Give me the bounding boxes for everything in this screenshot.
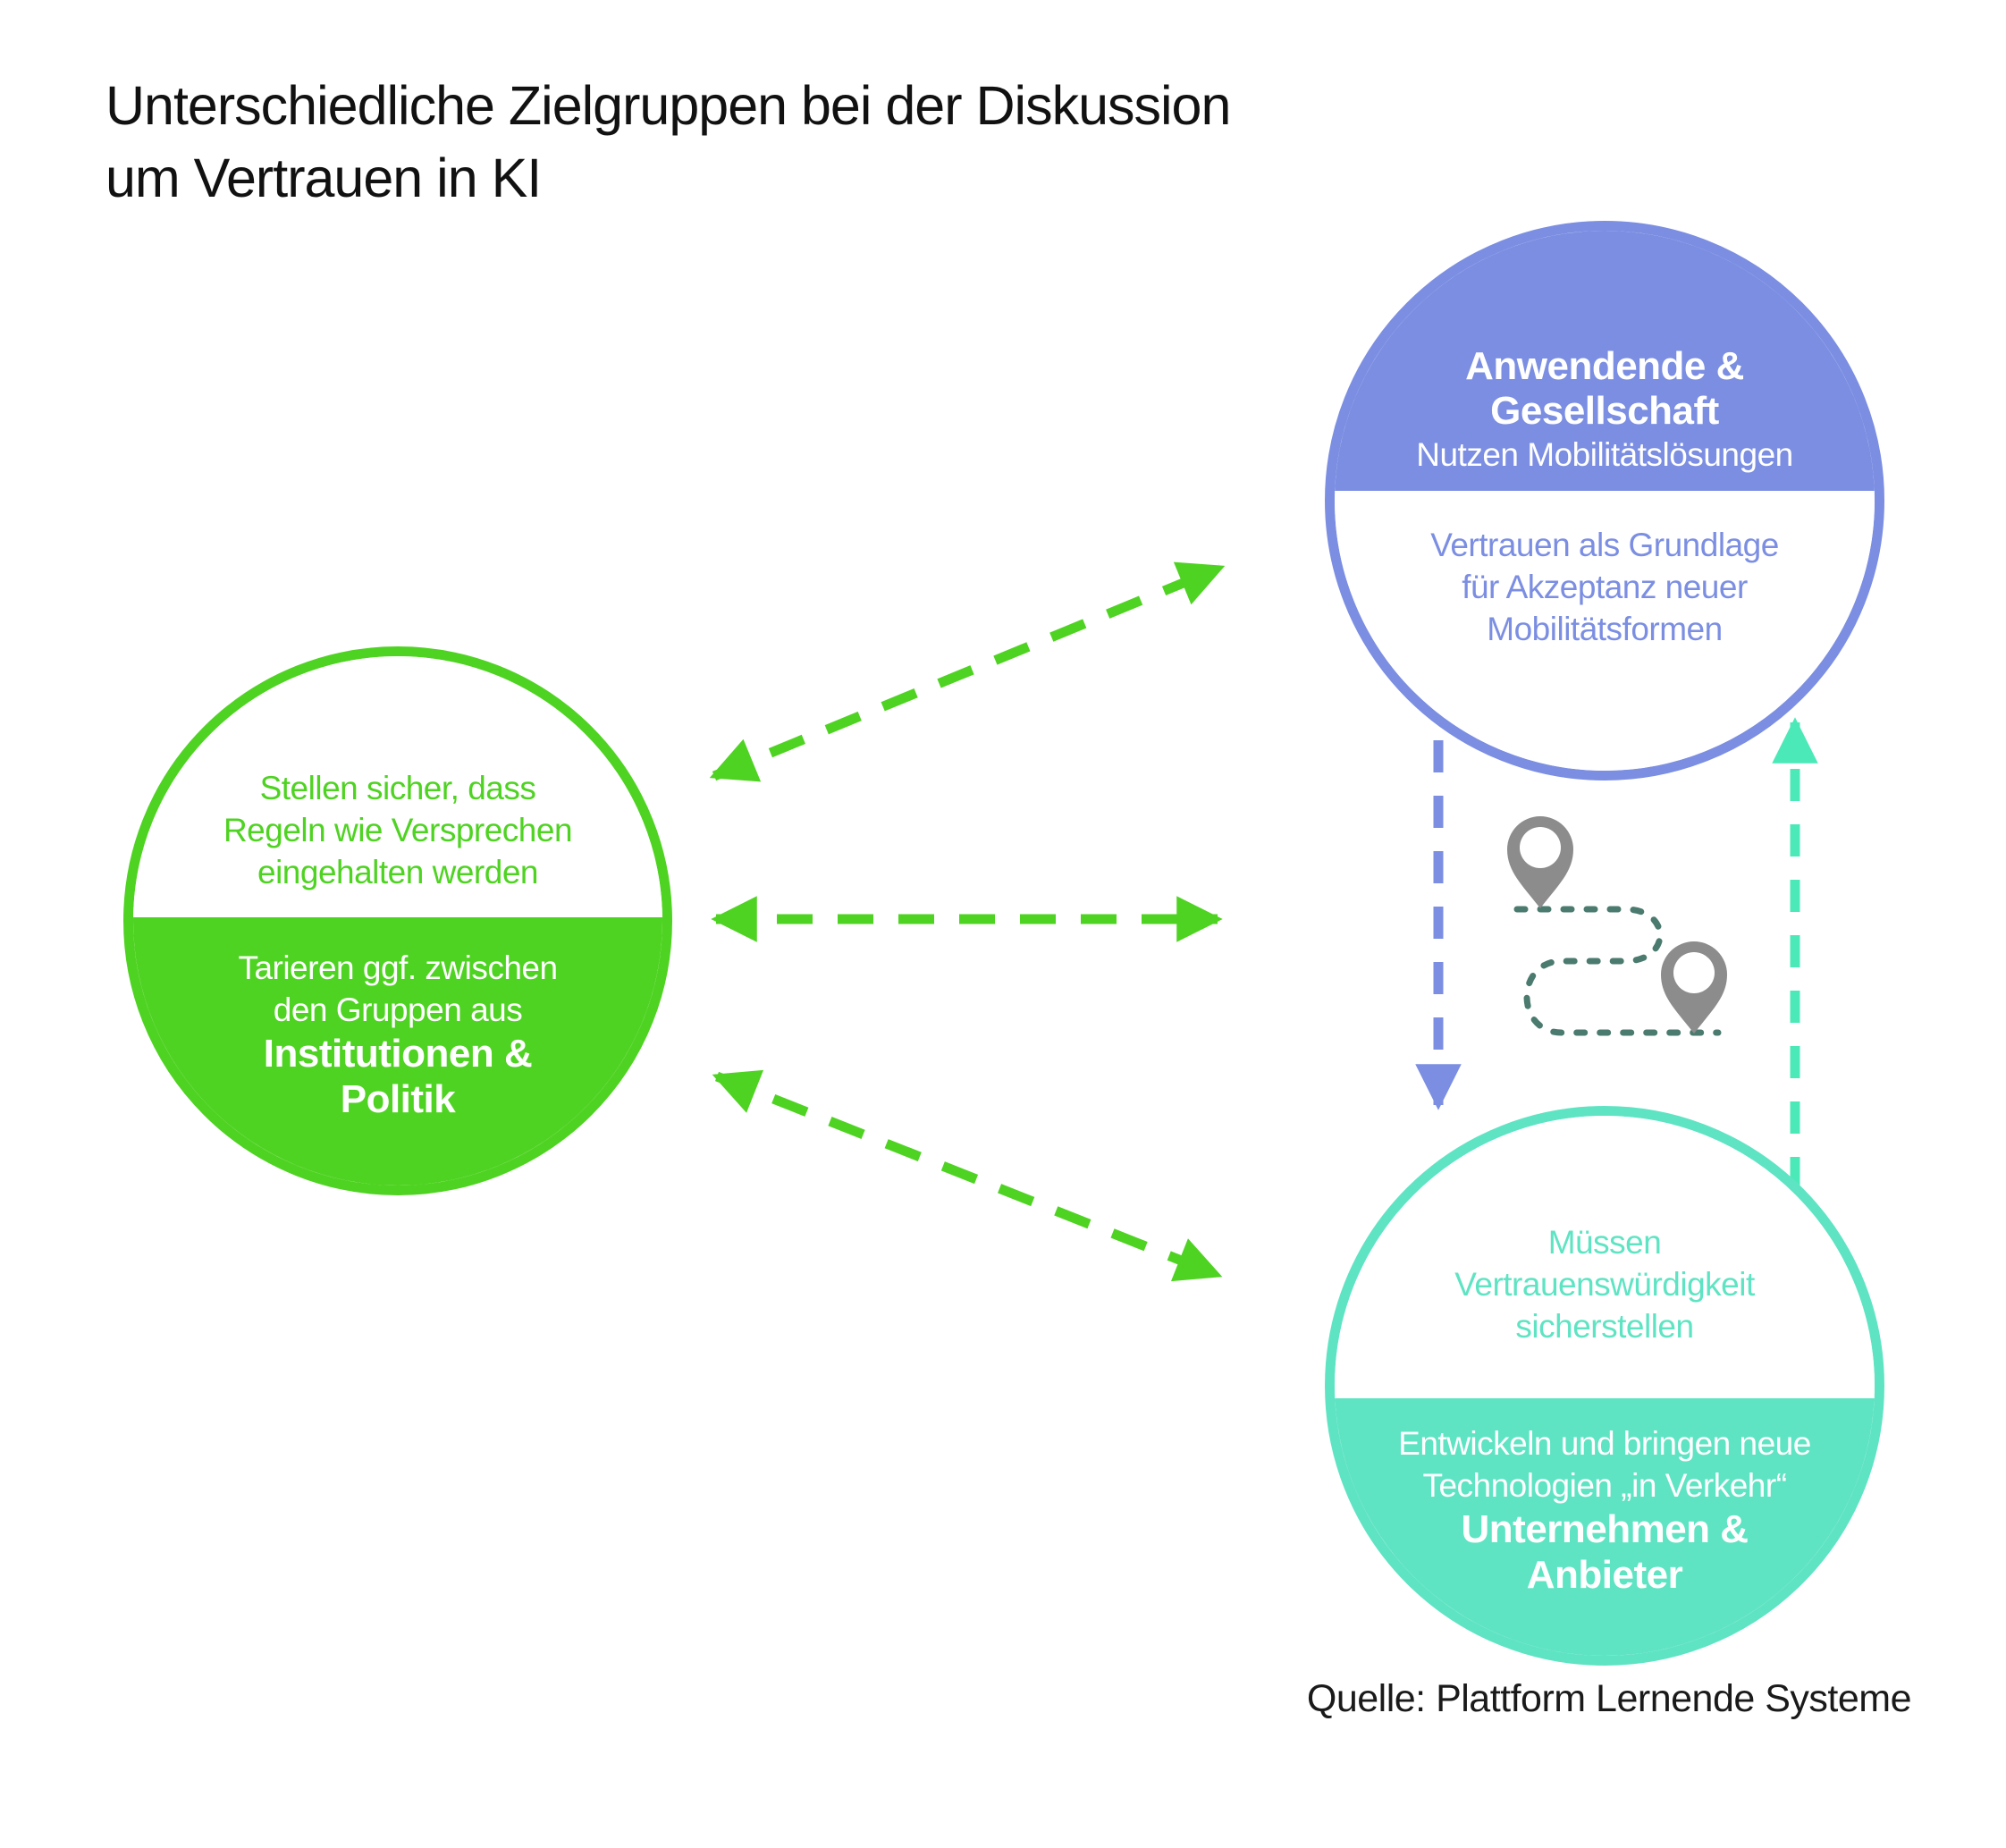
- map-pin-icon: [1507, 816, 1573, 908]
- group-label: Gesellschaft: [1490, 389, 1719, 434]
- group-label: Politik: [340, 1076, 456, 1121]
- group-label: Anwendende &: [1465, 343, 1744, 388]
- circle-users-society: [1325, 221, 1884, 781]
- text-line: Vertrauenswürdigkeit: [1454, 1266, 1755, 1304]
- group-label: Unternehmen &: [1461, 1506, 1749, 1551]
- group-label: Anbieter: [1526, 1552, 1683, 1597]
- text-line: Entwickeln und bringen neue: [1398, 1425, 1811, 1462]
- title-line-1: Unterschiedliche Zielgruppen bei der Diskussion: [105, 75, 1231, 136]
- text-line: den Gruppen aus: [273, 991, 523, 1028]
- arrow-green-bottom: [717, 1076, 1218, 1275]
- text-line: Mobilitätsformen: [1487, 610, 1723, 647]
- title-line-2: um Vertrauen in KI: [105, 148, 542, 209]
- text-line: für Akzeptanz neuer: [1462, 568, 1748, 605]
- arrow-green-top: [714, 568, 1220, 776]
- text-line: Tarieren ggf. zwischen: [238, 949, 558, 986]
- text-line: Regeln wie Versprechen: [223, 812, 573, 849]
- text-line: Technologien „in Verkehr“: [1422, 1466, 1787, 1504]
- map-pin-icon: [1661, 941, 1727, 1034]
- text-line: Stellen sicher, dass: [259, 770, 536, 807]
- text-line: Müssen: [1547, 1224, 1662, 1262]
- text-line: eingehalten werden: [257, 854, 538, 891]
- route-icon: [1507, 816, 1727, 1034]
- text-line: sicherstellen: [1515, 1308, 1694, 1346]
- group-role: Nutzen Mobilitätslösungen: [1416, 436, 1793, 474]
- source-caption: Quelle: Plattform Lernende Systeme: [1306, 1677, 1911, 1720]
- group-label: Institutionen &: [263, 1031, 533, 1076]
- circle-companies-providers: [1325, 1106, 1884, 1666]
- text-line: Vertrauen als Grundlage: [1430, 527, 1779, 563]
- circle-institutions-politics: [123, 646, 672, 1195]
